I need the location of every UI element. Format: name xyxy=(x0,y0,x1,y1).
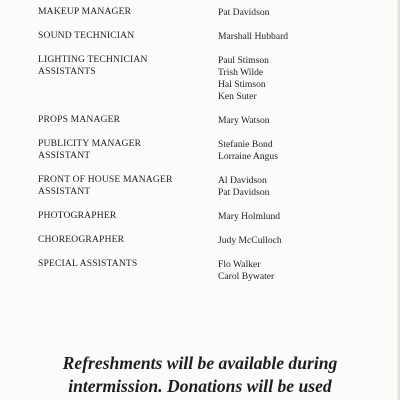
person-name: Mary Watson xyxy=(218,115,270,126)
person-name: Pat Davidson xyxy=(218,7,270,18)
person-name: Paul Stimson xyxy=(218,55,269,66)
notice-line: Refreshments will be available during xyxy=(62,353,338,373)
role-label: SOUND TECHNICIAN xyxy=(38,30,135,41)
person-name: Carol Bywater xyxy=(218,271,275,282)
role-label: SPECIAL ASSISTANTS xyxy=(38,258,138,269)
role-label: PROPS MANAGER xyxy=(38,114,121,125)
refreshments-notice xyxy=(0,352,400,398)
role-label: PHOTOGRAPHER xyxy=(38,210,117,221)
names-column xyxy=(218,175,388,199)
person-name: Mary Holmlund xyxy=(218,211,281,222)
person-name: Marshall Hubbard xyxy=(218,31,289,42)
notice-line: intermission. Donations will be used xyxy=(68,376,332,396)
names-column xyxy=(218,55,388,103)
person-name: Ken Suter xyxy=(218,91,257,102)
names-column xyxy=(218,139,388,163)
role-label: FRONT OF HOUSE MANAGER ASSISTANT xyxy=(38,174,173,197)
role-label: MAKEUP MANAGER xyxy=(38,6,132,17)
person-name: Al Davidson xyxy=(218,175,267,186)
names-column xyxy=(218,259,388,283)
names-column xyxy=(218,31,388,43)
names-column xyxy=(218,7,388,19)
person-name: Judy McCulloch xyxy=(218,235,282,246)
role-label: LIGHTING TECHNICIAN ASSISTANTS xyxy=(38,54,148,77)
person-name: Flo Walker xyxy=(218,259,261,270)
role-label: PUBLICITY MANAGER ASSISTANT xyxy=(38,138,142,161)
person-name: Stefanie Bond xyxy=(218,139,273,150)
role-label: CHOREOGRAPHER xyxy=(38,234,125,245)
person-name: Pat Davidson xyxy=(218,187,270,198)
person-name: Trish Wilde xyxy=(218,67,264,78)
names-column xyxy=(218,115,388,127)
names-column xyxy=(218,235,388,247)
names-column xyxy=(218,211,388,223)
person-name: Hal Stimson xyxy=(218,79,266,90)
person-name: Lorraine Angus xyxy=(218,151,278,162)
